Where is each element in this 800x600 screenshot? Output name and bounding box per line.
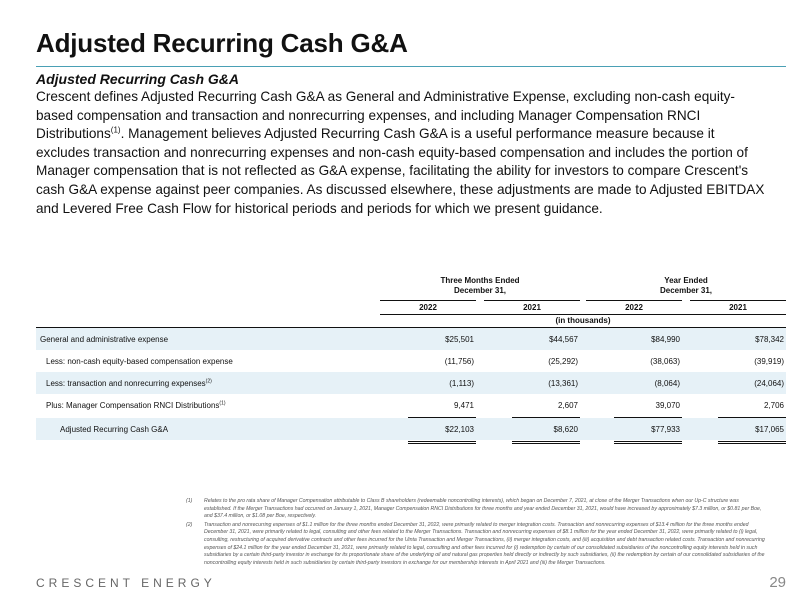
intro-text-part2: . Management believes Adjusted Recurring Cash G&A is a useful performance measure because it excludes transaction and nonrecurring expenses and non-cash equity-based compensation and includes the portion of Manager compensation that is not reflected as G&A expense, facilitating the ability for investors to compare Crescent's cash G&A expense against peer companies. As discussed elsewhere, these adjustments are made to Adjusted EBITDAX and Levered Free Cash Flow for historical periods and periods for which we present guidance. xyxy=(36,126,765,216)
group-header-year xyxy=(586,276,786,295)
total-double-rule xyxy=(614,443,682,444)
table-row xyxy=(36,350,786,372)
intro-footnote-ref: (1) xyxy=(110,125,121,135)
cell-value: (39,919) xyxy=(754,357,784,366)
cell-value: (13,361) xyxy=(548,379,578,388)
row-footnote-ref: (1) xyxy=(219,400,226,407)
table-row xyxy=(36,328,786,350)
cell-value: (25,292) xyxy=(548,357,578,366)
cell-value: $77,933 xyxy=(651,425,680,434)
row-label-text: General and administrative expense xyxy=(40,335,169,344)
table-row xyxy=(36,394,786,416)
cell-value: $25,501 xyxy=(445,335,474,344)
footnote-number: (1) xyxy=(186,498,193,504)
row-label xyxy=(46,357,233,366)
footnotes xyxy=(186,498,766,568)
group-header-three-months xyxy=(380,276,580,295)
column-header-fy-2022: 2022 xyxy=(586,300,682,313)
cell-value: 2,607 xyxy=(557,401,578,410)
row-label-text: Less: non-cash equity-based compensation expense xyxy=(46,357,233,366)
row-label xyxy=(60,425,168,434)
row-label-text: Less: transaction and nonrecurring expenses xyxy=(46,379,206,388)
cell-value: $17,065 xyxy=(755,425,784,434)
cell-value: $78,342 xyxy=(755,335,784,344)
cell-value: (11,756) xyxy=(444,357,474,366)
footnote-item xyxy=(186,498,766,521)
row-label xyxy=(46,401,226,410)
cell-value: (38,063) xyxy=(650,357,680,366)
column-header-q4-2021: 2021 xyxy=(484,300,580,313)
row-label-text: Plus: Manager Compensation RNCI Distributions xyxy=(46,401,220,410)
footnote-text: Relates to the pro rata share of Manager Compensation attributable to Class B shareholders (redeemable noncontrolling interests), which began on December 7, 2021, at close of the Merger Transactions when our Up-C structure was established. If the Merger Transactions had occurred on January 1, 2021, Manager Compensation RNCI Distributions for three months and year ended December 31, 2021, would have increased by approximately $7.3 million, or $0.81 per Boe, and $37.4 million, or $1.08 per Boe, respectively. xyxy=(204,498,762,520)
cell-value: $44,567 xyxy=(549,335,578,344)
total-double-rule xyxy=(614,441,682,442)
brand-wordmark: CRESCENT ENERGY xyxy=(36,576,216,590)
cell-value: (1,113) xyxy=(449,379,474,388)
group-header-line2: December 31, xyxy=(453,285,507,295)
group-header-line1: Three Months Ended xyxy=(440,276,520,285)
header-bottom-rule xyxy=(380,314,786,315)
intro-text-part1: Crescent defines Adjusted Recurring Cash G&A as General and Administrative Expense, excluding non-cash equity-based compensation and transaction and nonrecurring expenses, and including Manager Compensation RNCI Distributions xyxy=(36,89,735,142)
footnote-item xyxy=(186,522,766,568)
row-label-text: Adjusted Recurring Cash G&A xyxy=(60,425,169,434)
total-double-rule xyxy=(718,443,786,444)
column-header-q4-2022: 2022 xyxy=(380,300,476,313)
cell-value: $8,620 xyxy=(553,425,578,434)
total-double-rule xyxy=(408,443,476,444)
row-footnote-ref: (2) xyxy=(205,378,212,385)
footnote-number: (2) xyxy=(186,521,193,528)
total-double-rule xyxy=(512,441,580,442)
page-number: 29 xyxy=(769,574,786,591)
cell-value: 39,070 xyxy=(655,401,680,410)
total-double-rule xyxy=(718,441,786,442)
total-double-rule xyxy=(408,441,476,442)
column-header-fy-2021: 2021 xyxy=(690,300,786,313)
table-row xyxy=(36,372,786,394)
cell-value: 9,471 xyxy=(453,401,474,410)
units-label: (in thousands) xyxy=(555,316,611,325)
row-label xyxy=(46,379,212,388)
section-subheading: Adjusted Recurring Cash G&A xyxy=(36,71,240,87)
cell-value: $22,103 xyxy=(445,425,474,434)
total-double-rule xyxy=(512,443,580,444)
group-header-line2: December 31, xyxy=(659,285,713,295)
page-title: Adjusted Recurring Cash G&A xyxy=(36,28,408,58)
intro-paragraph xyxy=(36,88,766,218)
group-header-line1: Year Ended xyxy=(664,276,708,285)
title-divider xyxy=(36,66,786,67)
cell-value: 2,706 xyxy=(763,401,784,410)
footnote-text: Transaction and nonrecurring expenses of $1.1 million for the three months ended December 31, 2022, were primarily related to merger integration costs. Transaction and nonrecurring expenses of $13.4 million for the three months ended December 31, 2021, were primarily related to legal, consulting and other fees related to the Merger Transactions. Transaction and nonrecurring expenses of $8.1 million for the year ended December 31, 2022, were primarily related to (i) legal, consulting, restructuring of acquired derivative contracts and other fees incurred for the Uinta Transaction and Merger Transactions, (ii) merger integration costs, and (iii) acquisition and debt transaction related costs. Transaction and nonrecurring expenses of $24.1 million for the year ended December 31, 2021, were primarily related to legal, consulting and other fees incurred for (i) redemption by certain of our consolidated subsidiaries of the noncontrolling equity interests held in such subsidiaries by a certain third-party investor in exchange for its proportionate share of the underlying oil and natural gas properties held directly or indirectly by such subsidiaries, (ii) the redemption by certain of our consolidated subsidiaries of the noncontrolling equity interests held in such subsidiaries by certain third-party investors in exchange for our membership interests in April 2021 and (iii) the Merger Transactions. xyxy=(204,521,765,566)
cell-value: $84,990 xyxy=(651,335,680,344)
cell-value: (24,064) xyxy=(754,379,784,388)
row-label xyxy=(40,335,168,344)
cell-value: (8,064) xyxy=(654,379,680,388)
table-row-total xyxy=(36,418,786,440)
